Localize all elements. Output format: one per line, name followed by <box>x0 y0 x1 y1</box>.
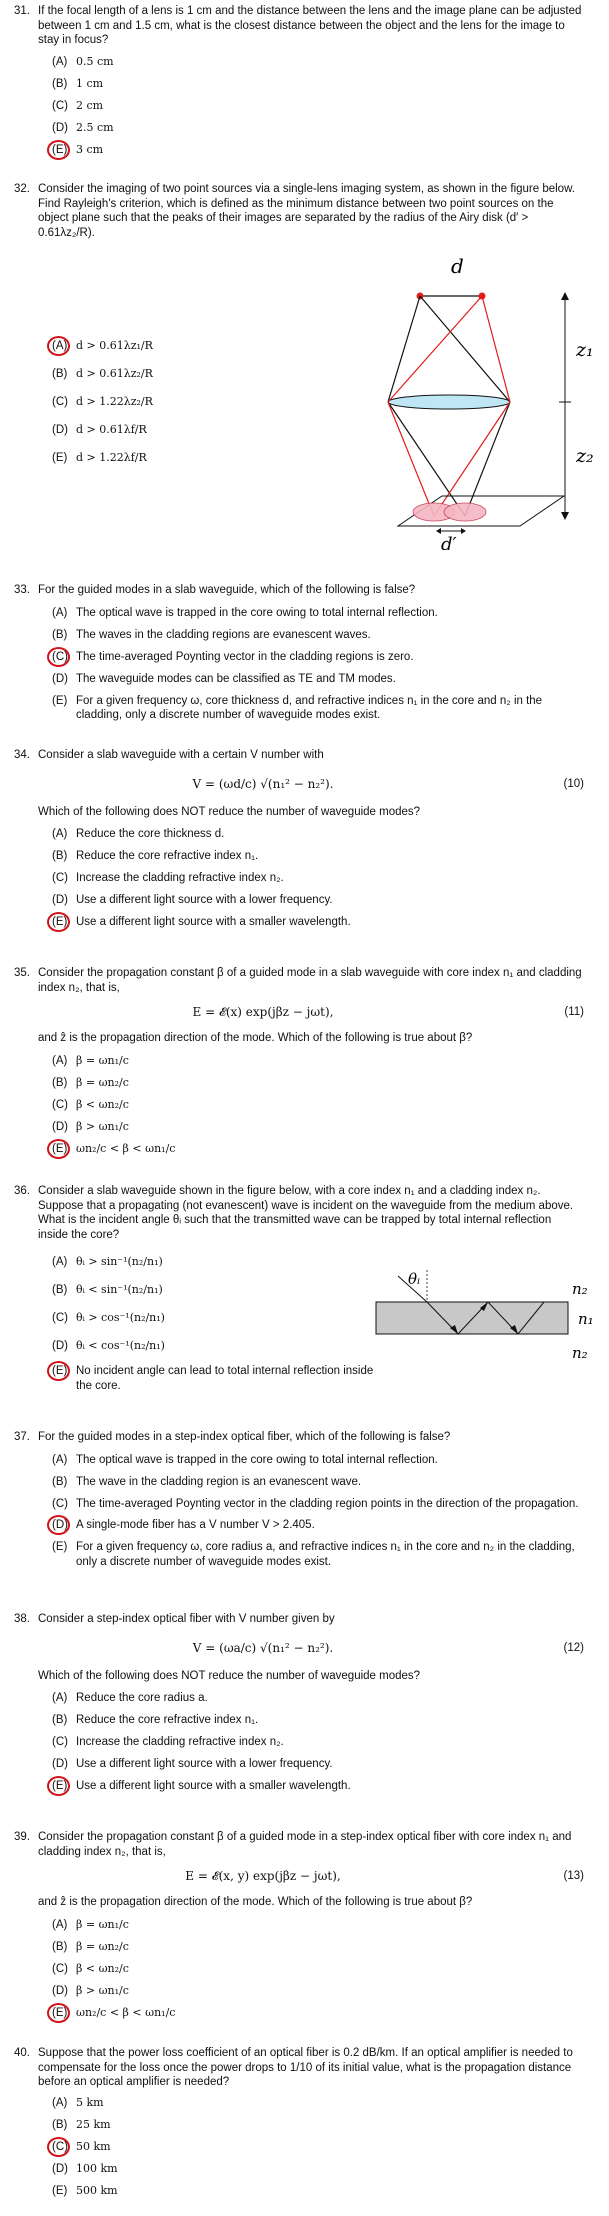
option-d[interactable] <box>52 117 584 139</box>
option-text: d > 0.61λf/R <box>76 423 147 436</box>
question-prompt: Which of the following does NOT reduce the number of waveguide modes? <box>38 805 421 818</box>
option-label: (A) <box>52 1256 68 1268</box>
d-prime-label: d′ <box>441 534 457 550</box>
question-text: Consider a slab waveguide shown in the figure below, with a core index n₁ and a cladding index n₂. Suppose that a propagating (not evanescent) wave is incident on the waveguide from the medium above. What is the incident angle θᵢ such that the transmitted wave can be trapped by total internal reflection inside the core? <box>38 1185 574 1241</box>
question-prompt: and ẑ is the propagation direction of the mode. Which of the following is true about β? <box>38 1896 473 1908</box>
option-c[interactable] <box>52 1958 584 1980</box>
option-label: (A) <box>52 828 68 840</box>
option-e[interactable] <box>52 1360 382 1396</box>
question-34 <box>14 748 584 933</box>
equation-number: (11) <box>564 1006 584 1018</box>
option-text: d > 1.22λz₂/R <box>76 395 153 408</box>
answer-circle-mark <box>47 912 70 932</box>
option-d[interactable] <box>52 889 584 911</box>
option-text: Use a different light source with a smaller wavelength. <box>76 916 351 928</box>
option-label: (E) <box>52 694 68 707</box>
option-e[interactable] <box>52 2002 584 2024</box>
option-d[interactable] <box>52 1753 584 1775</box>
option-a[interactable] <box>52 602 584 624</box>
equation-10 <box>38 769 584 799</box>
z1-label: z₁ <box>576 339 594 361</box>
option-label: (D) <box>52 894 68 906</box>
question-prompt: Which of the following does NOT reduce the number of waveguide modes? <box>38 1669 421 1682</box>
question-35 <box>14 966 584 1160</box>
option-text: θᵢ < sin⁻¹(n₂/n₁) <box>76 1283 163 1296</box>
option-label: (E) <box>52 2006 68 2019</box>
question-38 <box>14 1612 584 1797</box>
equation-number: (12) <box>563 1641 584 1654</box>
option-label: (C) <box>52 872 68 884</box>
option-text: 25 km <box>76 2117 111 2131</box>
equation-12 <box>38 1633 584 1663</box>
answer-circle-mark <box>47 1361 70 1381</box>
option-text: The time-averaged Poynting vector in the cladding region points in the direction of the propagation. <box>76 1497 579 1510</box>
answer-circle-mark <box>47 2003 70 2023</box>
n1-label: n₁ <box>578 1310 594 1328</box>
d-prime-arrow-right <box>461 528 466 534</box>
option-b[interactable] <box>52 1471 584 1493</box>
option-text: Reduce the core refractive index n₁. <box>76 1714 259 1726</box>
option-text: Use a different light source with a smaller wavelength. <box>76 1780 351 1792</box>
z-arrow-bottom <box>561 512 569 520</box>
option-e[interactable] <box>52 1138 584 1160</box>
question-number: 31. <box>14 5 30 17</box>
option-text: ωn₂/c < β < ωn₁/c <box>76 2005 176 2019</box>
option-label: (D) <box>52 1120 68 1133</box>
option-b[interactable] <box>52 1072 584 1094</box>
options-list <box>52 1248 382 1396</box>
option-text: Reduce the core refractive index n₁. <box>76 850 259 862</box>
option-text: 2 cm <box>76 98 104 112</box>
question-number: 37. <box>14 1431 30 1443</box>
option-label: (C) <box>52 1962 68 1975</box>
option-text: β = ωn₁/c <box>76 1053 129 1067</box>
option-label: (C) <box>52 396 68 408</box>
option-d[interactable] <box>52 1980 584 2002</box>
option-e[interactable] <box>52 1775 584 1797</box>
option-text: 100 km <box>76 2161 118 2175</box>
option-label: (D) <box>52 672 68 685</box>
option-c[interactable] <box>52 1731 584 1753</box>
option-label: (A) <box>52 55 68 68</box>
option-label: (D) <box>52 1984 68 1997</box>
question-text: Consider the imaging of two point sources via a single-lens imaging system, as shown in the figure below. Find Rayleigh's criterion, which is defined as the minimum distance between two point sources on the object plane such that the peaks of their images are separated by the radius of the Airy disk (d′ > 0.61λz₂/R). <box>38 183 575 239</box>
question-text: Consider the propagation constant β of a guided mode in a step-index optical fiber with core index n₁ and cladding index n₂, that is, <box>38 1831 572 1858</box>
option-label: (C) <box>52 99 68 112</box>
question-40 <box>14 2046 584 2202</box>
option-b[interactable] <box>52 845 584 867</box>
option-c[interactable] <box>52 2136 584 2158</box>
option-text: The waveguide modes can be classified as TE and TM modes. <box>76 672 396 685</box>
z2-label: z₂ <box>576 445 594 467</box>
question-39 <box>14 1830 584 2024</box>
option-a[interactable] <box>52 1449 584 1471</box>
option-text: d > 0.61λz₂/R <box>76 367 153 380</box>
option-label: (C) <box>52 1736 68 1748</box>
question-text: Consider the propagation constant β of a guided mode in a slab waveguide with core index n₁ and cladding index n₂, that is, <box>38 967 582 994</box>
equation-body: V = (ωd/c) √(n₁² − n₂²). <box>192 776 334 791</box>
question-number: 39. <box>14 1831 30 1843</box>
option-label: (B) <box>52 850 68 862</box>
option-a[interactable] <box>52 1248 382 1276</box>
option-text: 500 km <box>76 2183 118 2197</box>
options-list <box>52 51 584 161</box>
n2-bottom-label: n₂ <box>572 1344 588 1362</box>
option-text: β = ωn₂/c <box>76 1075 129 1089</box>
z-arrow-top <box>561 292 569 300</box>
question-37 <box>14 1430 584 1572</box>
option-text: 5 km <box>76 2095 104 2109</box>
option-a[interactable] <box>52 1687 584 1709</box>
lens-imaging-diagram <box>368 250 604 550</box>
option-c[interactable] <box>52 867 584 889</box>
option-label: (A) <box>52 2096 68 2109</box>
equation-body: E = 𝓔(x, y) exp(jβz − jωt), <box>185 1869 341 1883</box>
option-text: β > ωn₁/c <box>76 1119 129 1133</box>
option-label: (B) <box>52 1940 68 1953</box>
option-b[interactable] <box>52 73 584 95</box>
option-label: (E) <box>52 143 68 156</box>
option-e[interactable] <box>52 2180 584 2202</box>
question-number: 38. <box>14 1613 30 1625</box>
option-label: (A) <box>52 1918 68 1931</box>
option-text: Use a different light source with a lower frequency. <box>76 894 333 906</box>
answer-circle-mark <box>47 2137 70 2157</box>
equation-13 <box>38 1861 584 1891</box>
option-text: Increase the cladding refractive index n₂. <box>76 872 284 884</box>
equation-body: V = (ωa/c) √(n₁² − n₂²). <box>192 1640 334 1655</box>
question-number: 34. <box>14 749 30 761</box>
option-b[interactable] <box>52 1276 382 1304</box>
option-text: 2.5 cm <box>76 120 114 134</box>
question-31 <box>14 4 584 161</box>
option-a[interactable] <box>52 1050 584 1072</box>
lens <box>388 395 510 409</box>
option-label: (A) <box>52 606 68 619</box>
answer-circle-mark <box>47 336 70 356</box>
option-text: Increase the cladding refractive index n₂. <box>76 1736 284 1748</box>
option-label: (C) <box>52 2140 68 2153</box>
option-label: (D) <box>52 2162 68 2175</box>
option-label: (A) <box>52 1054 68 1067</box>
option-text: The optical wave is trapped in the core owing to total internal reflection. <box>76 606 438 619</box>
option-label: (E) <box>52 2184 68 2197</box>
option-label: (D) <box>52 1340 68 1352</box>
question-text: For the guided modes in a step-index optical fiber, which of the following is false? <box>38 1431 451 1443</box>
option-label: (C) <box>52 650 68 663</box>
equation-number: (13) <box>563 1870 584 1882</box>
option-label: (C) <box>52 1497 68 1510</box>
answer-circle-mark <box>47 1515 70 1535</box>
option-text: Reduce the core thickness d. <box>76 828 225 840</box>
answer-circle-mark <box>47 1776 70 1796</box>
option-a[interactable] <box>52 823 584 845</box>
option-text: β = ωn₁/c <box>76 1917 129 1931</box>
option-b[interactable] <box>52 1709 584 1731</box>
option-e[interactable] <box>52 1536 584 1572</box>
option-text: θᵢ < cos⁻¹(n₂/n₁) <box>76 1339 165 1352</box>
option-label: (D) <box>52 424 68 436</box>
option-text: β > ωn₁/c <box>76 1983 129 1997</box>
option-label: (E) <box>52 1365 68 1377</box>
option-d[interactable] <box>52 1116 584 1138</box>
option-text: 0.5 cm <box>76 54 114 68</box>
option-a[interactable] <box>52 2092 584 2114</box>
option-label: (B) <box>52 368 68 380</box>
waveguide-core <box>376 1302 568 1334</box>
options-list <box>52 823 584 933</box>
option-a[interactable] <box>52 1914 584 1936</box>
equation-body: E = 𝓔(x) exp(jβz − jωt), <box>192 1005 334 1019</box>
option-label: (E) <box>52 1142 68 1155</box>
option-label: (D) <box>52 1519 68 1531</box>
option-label: (C) <box>52 1098 68 1111</box>
option-b[interactable] <box>52 624 584 646</box>
option-text: β < ωn₂/c <box>76 1961 129 1975</box>
option-text: The time-averaged Poynting vector in the cladding regions is zero. <box>76 650 414 663</box>
option-label: (E) <box>52 916 68 928</box>
option-label: (B) <box>52 2118 68 2131</box>
answer-circle-mark <box>47 647 70 667</box>
option-text: The wave in the cladding region is an evanescent wave. <box>76 1475 362 1488</box>
option-b[interactable] <box>52 1936 584 1958</box>
option-c[interactable] <box>52 646 584 668</box>
option-d[interactable] <box>52 1514 584 1536</box>
options-list <box>52 1687 584 1797</box>
answer-circle-mark <box>47 1139 70 1159</box>
option-label: (E) <box>52 1541 68 1553</box>
options-list <box>52 1050 584 1160</box>
question-text: Consider a slab waveguide with a certain V number with <box>38 749 324 761</box>
option-text: No incident angle can lead to total internal reflection inside the core. <box>76 1365 374 1392</box>
theta-label: θᵢ <box>408 1270 421 1288</box>
option-a[interactable] <box>52 51 584 73</box>
option-label: (D) <box>52 1758 68 1770</box>
option-text: d > 1.22λf/R <box>76 451 147 464</box>
question-text: Consider a step-index optical fiber with V number given by <box>38 1613 335 1625</box>
option-d[interactable] <box>52 1332 382 1360</box>
question-number: 35. <box>14 967 30 979</box>
option-c[interactable] <box>52 1493 584 1515</box>
option-label: (B) <box>52 77 68 90</box>
option-label: (E) <box>52 452 68 464</box>
question-prompt: and ẑ is the propagation direction of the mode. Which of the following is true about β? <box>38 1032 473 1044</box>
option-label: (A) <box>52 1453 68 1466</box>
option-label: (B) <box>52 1714 68 1726</box>
option-text: θᵢ > cos⁻¹(n₂/n₁) <box>76 1311 165 1324</box>
option-label: (A) <box>52 340 68 352</box>
option-text: The optical wave is trapped in the core owing to total internal reflection. <box>76 1453 438 1466</box>
question-text: Suppose that the power loss coefficient of an optical fiber is 0.2 dB/km. If an optical amplifier is needed to compensate for the loss once the power drops to 1/10 of its initial value, what is the propagation distance before an optical amplifier is needed? <box>38 2047 573 2088</box>
option-text: For a given frequency ω, core thickness d, and refractive indices n₁ in the core and n₂ in the cladding, only a discrete number of waveguide modes exist. <box>76 694 543 721</box>
question-text: For the guided modes in a slab waveguide, which of the following is false? <box>38 584 416 596</box>
slab-waveguide-diagram <box>372 1266 606 1376</box>
option-text: d > 0.61λz₁/R <box>76 339 153 352</box>
option-text: Use a different light source with a lower frequency. <box>76 1758 333 1770</box>
question-number: 40. <box>14 2047 30 2059</box>
question-number: 33. <box>14 584 30 596</box>
ray-red-1 <box>388 296 482 402</box>
question-number: 32. <box>14 183 30 195</box>
option-c[interactable] <box>52 95 584 117</box>
options-list <box>52 1914 584 2024</box>
question-text: If the focal length of a lens is 1 cm and the distance between the lens and the image plane can be adjusted between 1 cm and 1.5 cm, what is the closest distance between the object and the lens for the image to stay in focus? <box>38 5 582 46</box>
option-label: (B) <box>52 628 68 641</box>
option-text: β = ωn₂/c <box>76 1939 129 1953</box>
option-label: (B) <box>52 1076 68 1089</box>
option-label: (C) <box>52 1312 68 1324</box>
option-e[interactable] <box>52 139 584 161</box>
option-c[interactable] <box>52 1094 584 1116</box>
question-33 <box>14 583 584 726</box>
option-b[interactable] <box>52 2114 584 2136</box>
option-label: (D) <box>52 121 68 134</box>
options-list <box>52 602 584 726</box>
equation-number: (10) <box>563 777 584 790</box>
options-list <box>52 1449 584 1573</box>
option-label: (A) <box>52 1692 68 1704</box>
option-text: The waves in the cladding regions are evanescent waves. <box>76 628 371 641</box>
ray-black-1 <box>388 296 420 402</box>
d-label: d <box>451 254 464 278</box>
question-number: 36. <box>14 1185 30 1197</box>
answer-circle-mark <box>47 140 70 160</box>
option-text: For a given frequency ω, core radius a, and refractive indices n₁ in the core and n₂ in the cladding, only a discrete number of waveguide modes exist. <box>76 1541 575 1568</box>
airy-disk-right <box>444 503 486 521</box>
option-e[interactable] <box>52 690 584 726</box>
option-e[interactable] <box>52 911 584 933</box>
option-text: β < ωn₂/c <box>76 1097 129 1111</box>
n2-top-label: n₂ <box>572 1280 588 1298</box>
option-label: (B) <box>52 1475 68 1488</box>
option-text: 3 cm <box>76 142 104 156</box>
option-text: 50 km <box>76 2139 111 2153</box>
option-d[interactable] <box>52 2158 584 2180</box>
option-text: θᵢ > sin⁻¹(n₂/n₁) <box>76 1255 163 1268</box>
option-text: ωn₂/c < β < ωn₁/c <box>76 1141 176 1155</box>
option-text: Reduce the core radius a. <box>76 1692 208 1704</box>
option-c[interactable] <box>52 1304 382 1332</box>
option-d[interactable] <box>52 668 584 690</box>
option-label: (B) <box>52 1284 68 1296</box>
equation-11 <box>38 997 584 1027</box>
option-text: A single-mode fiber has a V number V > 2.405. <box>76 1519 315 1531</box>
options-list <box>52 2092 584 2202</box>
option-label: (E) <box>52 1780 68 1792</box>
option-text: 1 cm <box>76 76 104 90</box>
